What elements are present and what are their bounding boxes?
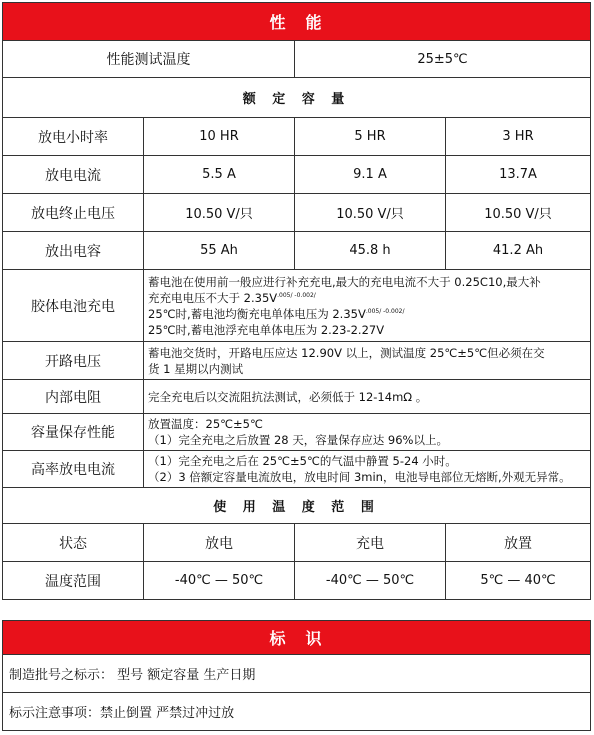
high-rate-text: [144, 451, 591, 488]
open-circuit-label: 开路电压: [3, 342, 144, 380]
cell: 45.8 h: [295, 232, 446, 270]
cell: 55 Ah: [144, 232, 295, 270]
temp-range-title: 使 用 温 度 范 围: [3, 488, 591, 524]
note-line: 货 1 星期以内测试: [148, 361, 244, 376]
cell: 3 HR: [446, 118, 591, 156]
note-line: 放置温度：25℃±5℃: [148, 417, 263, 431]
table-row: [3, 562, 591, 600]
row-label: 放电小时率: [3, 118, 144, 156]
gel-charging-label: 胶体电池充电: [3, 270, 144, 342]
internal-resistance-label: 内部电阻: [3, 380, 144, 414]
cell: 5 HR: [295, 118, 446, 156]
cell: 10.50 V/只: [295, 194, 446, 232]
row-label: 放电电流: [3, 156, 144, 194]
note-line: 蓄电池交货时，开路电压应达 12.90V 以上，测试温度 25℃±5℃但必须在交: [148, 345, 545, 360]
test-temp-value: 25±5℃: [295, 41, 591, 78]
rated-capacity-title: 额 定 容 量: [3, 78, 591, 118]
performance-title: 性 能: [3, 3, 591, 41]
note-line: 完全充电后以交流阻抗法测试，必须低于 12-14mΩ 。: [148, 389, 428, 404]
superscript: .005/ -0.002/: [365, 307, 405, 315]
header-cell: 放置: [446, 524, 591, 562]
gel-charging-text: [144, 270, 591, 342]
note-line: （1）完全充电之后放置 28 天，容量保存应达 96%以上。: [148, 433, 448, 447]
cell: -40℃ — 50℃: [295, 562, 446, 600]
row-label: 放出电容: [3, 232, 144, 270]
capacity-retention-label: 容量保存性能: [3, 414, 144, 451]
table-row: [3, 194, 591, 232]
note-line: 蓄电池在使用前一般应进行补充充电,最大的充电电流不大于 0.25C10,最大补: [148, 274, 541, 289]
marking-table: [2, 620, 591, 731]
table-row: [3, 118, 591, 156]
row-label: 温度范围: [3, 562, 144, 600]
cell: 10.50 V/只: [144, 194, 295, 232]
cell: -40℃ — 50℃: [144, 562, 295, 600]
table-row: [3, 156, 591, 194]
batch-marking: 制造批号之标示： 型号 额定容量 生产日期: [3, 655, 591, 693]
capacity-retention-text: [144, 414, 591, 451]
note-line: 25℃时,蓄电池浮充电单体电压为 2.23-2.27V: [148, 322, 385, 337]
cell: 5℃ — 40℃: [446, 562, 591, 600]
cell: 10 HR: [144, 118, 295, 156]
cell: 10.50 V/只: [446, 194, 591, 232]
test-temp-label: 性能测试温度: [3, 41, 295, 78]
header-cell: 状态: [3, 524, 144, 562]
cell: 9.1 A: [295, 156, 446, 194]
note-line: 25℃时,蓄电池均衡充电单体电压为 $2.35V^{.005/ -0.002/}$: [148, 306, 405, 321]
high-rate-label: 高率放电电流: [3, 451, 144, 488]
note-line: 充充电电压不大于 $2.35V^{.005/ -0.002/}$: [148, 290, 316, 305]
header-cell: 放电: [144, 524, 295, 562]
note-line: （2）3 倍额定容量电流放电，放电时间 3min，电池导电部位无熔断,外观无异常。: [148, 470, 571, 484]
note-line: （1）完全充电之后在 25℃±5℃的气温中静置 5-24 小时。: [148, 454, 457, 468]
cell: 5.5 A: [144, 156, 295, 194]
open-circuit-text: [144, 342, 591, 380]
marking-notice: 标示注意事项：禁止倒置 严禁过冲过放: [3, 693, 591, 731]
superscript: .005/ -0.002/: [277, 291, 316, 299]
cell: 13.7A: [446, 156, 591, 194]
table-row: [3, 524, 591, 562]
performance-table: [2, 2, 591, 600]
header-cell: 充电: [295, 524, 446, 562]
marking-title: 标 识: [3, 621, 591, 655]
table-row: [3, 232, 591, 270]
cell: 41.2 Ah: [446, 232, 591, 270]
internal-resistance-text: [144, 380, 591, 414]
row-label: 放电终止电压: [3, 194, 144, 232]
